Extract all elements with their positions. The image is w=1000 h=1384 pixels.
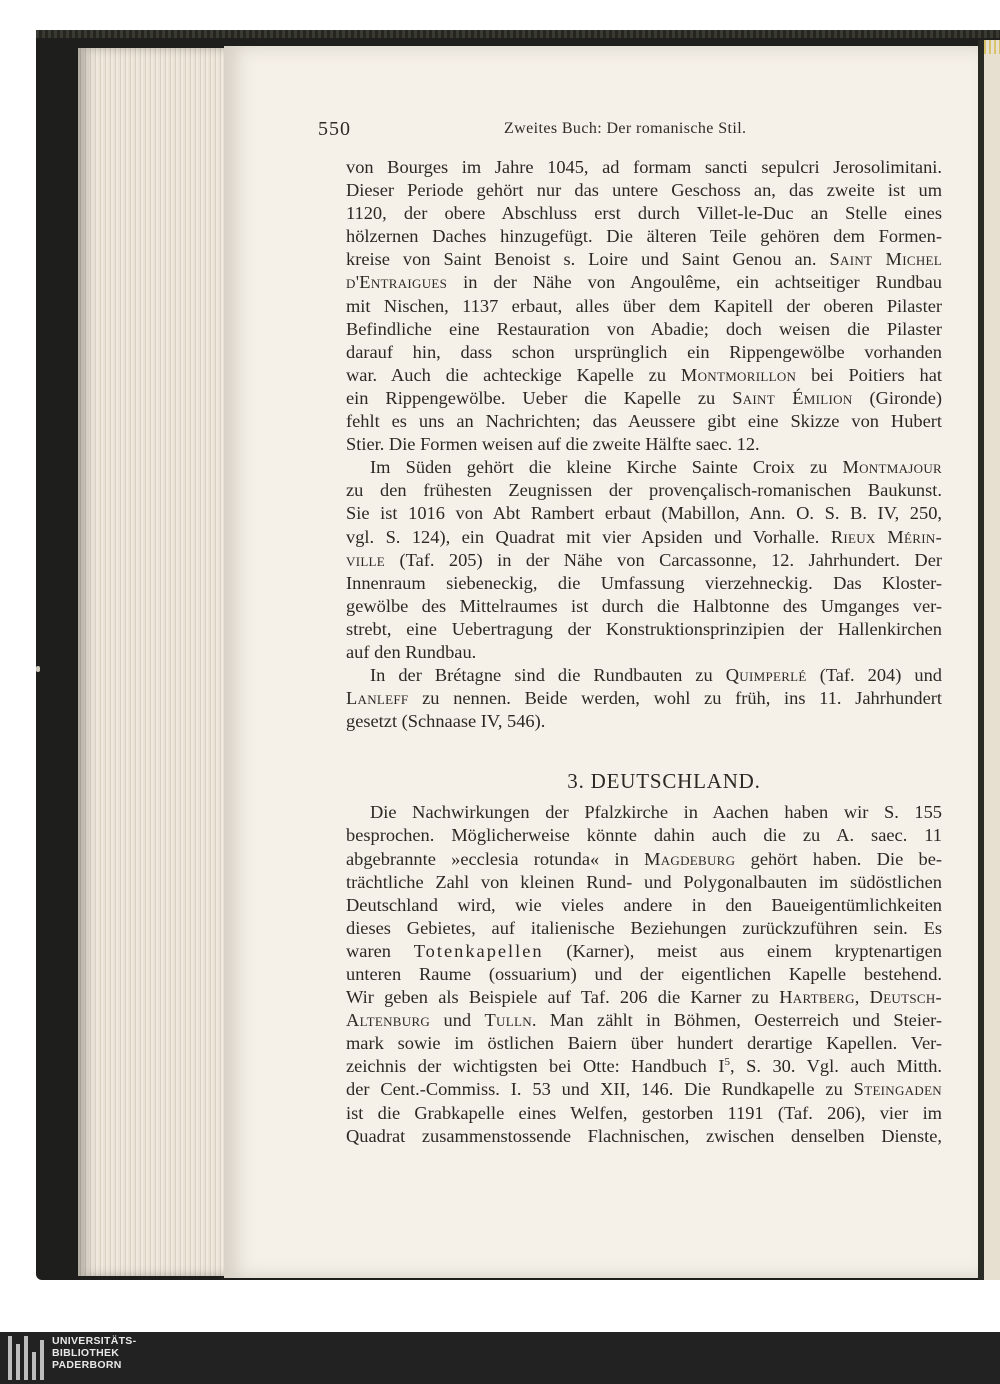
margin-mark: [36, 666, 40, 672]
text-line: von Bourges im Jahre 1045, ad formam sancti sepulcri Jerosolimitani.: [346, 157, 942, 177]
text-line: strebt, eine Uebertragung der Konstruktionsprinzipien der Hallenkirchen: [346, 618, 942, 639]
text-line: waren Totenkapellen (Karner), meist aus einem kryptenartigen: [346, 940, 942, 961]
text-line: gewölbe des Mittelraumes ist durch die Halbtonne des Umganges ver-: [346, 595, 942, 616]
text-line: Sie ist 1016 von Abt Rambert erbaut (Mabillon, Ann. O. S. B. IV, 250,: [346, 503, 942, 524]
text-line: auf den Rundbau.: [346, 641, 477, 662]
text-line: darauf hin, dass schon ursprünglich ein Rippengewölbe vorhanden: [346, 341, 942, 362]
place-name: Deutsch-: [869, 987, 942, 1008]
text-line: Die Nachwirkungen der Pfalzkirche in Aachen haben wir S. 155: [370, 802, 942, 823]
text-line: unteren Raume (ossuarium) und der eigentlichen Kapelle bestehend.: [346, 964, 942, 984]
place-name: ville: [346, 549, 386, 570]
text-line: der Cent.-Commiss. I. 53 und XII, 146. Die Rundkapelle zu Steingaden: [346, 1079, 942, 1100]
text-line: d'Entraigues in der Nähe von Angoulême, ein achtseitiger Rundbau: [346, 272, 942, 293]
spaced-term: Totenkapellen: [413, 940, 544, 961]
place-name: Lanleff: [346, 688, 409, 709]
text-line: war. Auch die achteckige Kapelle zu Montmorillon bei Poitiers hat: [346, 364, 942, 385]
text-line: vgl. S. 124), ein Quadrat mit vier Apsiden und Vorhalle. Rieux Mérin-: [346, 526, 942, 547]
text-line: besprochen. Möglicherweise könnte dahin auch die zu A. saec. 11: [346, 825, 942, 846]
text-line: In der Brétagne sind die Rundbauten zu Quimperlé (Taf. 204) und: [370, 665, 942, 686]
text-line: mit Nischen, 1137 erbaut, alles über dem Kapitell der oberen Pilaster: [346, 295, 942, 316]
place-name: Hartberg: [779, 987, 855, 1008]
place-name: Altenburg: [346, 1010, 431, 1031]
cover-edge: [36, 30, 1000, 38]
text-line: Stier. Die Formen weisen auf die zweite Hälfte saec. 12.: [346, 434, 760, 455]
text-line: Quadrat zusammenstossende Flachnischen, zwischen denselben Dienste,: [346, 1125, 942, 1146]
place-name: Saint Émilion: [732, 387, 853, 408]
page-header: [318, 118, 962, 148]
place-name: Rieux Mérin-: [830, 526, 942, 547]
superscript: 5: [724, 1056, 731, 1069]
place-name: Magdeburg: [644, 848, 736, 869]
place-name: Saint Michel: [829, 249, 942, 270]
text-line: kreise von Saint Benoist s. Loire und Saint Genou an. Saint Michel: [346, 249, 942, 270]
text-line: zeichnis der wichtigsten bei Otte: Handbuch $I^5$, S. 30. Vgl. auch Mitth.: [346, 1056, 942, 1077]
text-line: Befindliche eine Restauration von Abadie; doch weisen die Pilaster: [346, 318, 942, 339]
text-line: fehlt es uns an Nachrichten; das Aeussere gibt eine Skizze von Hubert: [346, 411, 942, 432]
facing-page-strip: [978, 40, 1000, 1280]
running-head: Zweites Buch: Der romanische Stil.: [504, 120, 747, 137]
text-line: trächtliche Zahl von kleinen Rund- und Polygonalbauten im südöstlichen: [346, 871, 942, 892]
page-edges: [78, 48, 228, 1276]
section-heading: 3. DEUTSCHLAND.: [567, 769, 761, 794]
text-line: Dieser Periode gehört nur das untere Geschoss an, das zweite ist um: [346, 180, 942, 201]
text-line: Altenburg und Tulln. Man zählt in Böhmen, Oesterreich und Steier-: [346, 1010, 942, 1031]
text-line: Lanleff zu nennen. Beide werden, wohl zu früh, ins 11. Jahrhundert: [346, 688, 942, 709]
place-name: Montmorillon: [680, 364, 797, 385]
library-logo-text: UNIVERSITÄTS- BIBLIOTHEK PADERBORN: [52, 1335, 137, 1371]
text-line: Deutschland wird, wie vieles andere in den Baueigentümlichkeiten: [346, 894, 942, 915]
text-line: 1120, der obere Abschluss erst durch Villet-le-Duc an Stelle eines: [346, 203, 942, 224]
text-line: mark sowie im östlichen Baiern über hundert derartige Kapellen. Ver-: [346, 1033, 942, 1054]
ruler-marks: [984, 40, 1000, 54]
text-line: gesetzt (Schnaase IV, 546).: [346, 711, 546, 732]
place-name: Steingaden: [853, 1079, 942, 1100]
text-line: Wir geben als Beispiele auf Taf. 206 die Karner zu Hartberg, Deutsch-: [346, 987, 942, 1008]
text-line: Innenraum siebeneckig, die Umfassung vierzehneckig. Das Kloster-: [346, 572, 942, 593]
library-logo-icon: [2, 1336, 46, 1380]
text-line: ist die Grabkapelle eines Welfen, gestorben 1191 (Taf. 206), vier im: [346, 1102, 942, 1123]
place-name: Tulln: [484, 1010, 532, 1031]
section-gap: [346, 733, 942, 755]
place-name: Quimperlé: [725, 665, 807, 686]
text-line: dieses Gebietes, auf italienische Beziehungen zurückzuführen sein. Es: [346, 917, 942, 938]
library-footer: [0, 1332, 1000, 1384]
page-number: 550: [318, 118, 351, 140]
place-name: d'Entraigues: [346, 272, 448, 293]
text-line: zu den frühesten Zeugnissen der provençalisch-romanischen Baukunst.: [346, 480, 942, 501]
text-line: ein Rippengewölbe. Ueber die Kapelle zu Saint Émilion (Gironde): [346, 387, 942, 408]
text-line: Im Süden gehört die kleine Kirche Sainte Croix zu Montmajour: [370, 457, 942, 478]
place-name: Montmajour: [842, 457, 942, 478]
text-line: hölzernen Daches hinzugefügt. Die älteren Teile gehören dem Formen-: [346, 226, 942, 247]
text-line: abgebrannte »ecclesia rotunda« in Magdeburg gehört haben. Die be-: [346, 848, 942, 869]
text-line: ville (Taf. 205) in der Nähe von Carcassonne, 12. Jahrhundert. Der: [346, 549, 942, 570]
body-text: [346, 156, 942, 1148]
